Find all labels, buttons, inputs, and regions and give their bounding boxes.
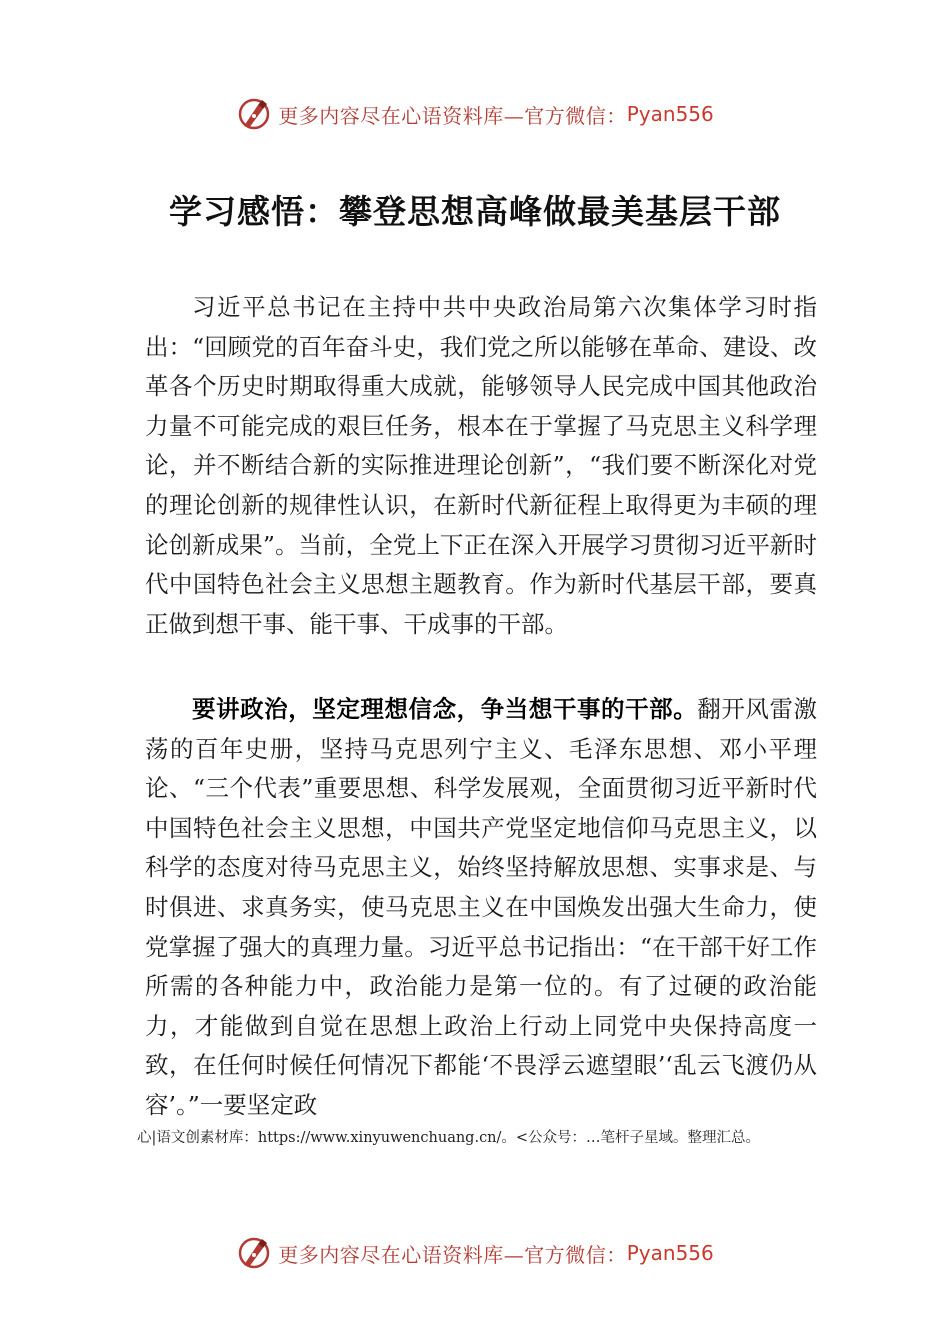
source-footnote: 心|语文创素材库：https://www.xinyuwenchuang.cn/。<公众号：…笔杆子星域。整理汇总。 [137, 1130, 761, 1146]
paragraph-text: 习近平总书记在主持中共中央政治局第六次集体学习时指出：“回顾党的百年奋斗史，我们党之所以能够在革命、建设、改革各个历史时期取得重大成就，能够领导人民完成中国其他政治力量不可能完成的艰巨任务，根本在于掌握了马克思主义科学理论，并不断结合新的实际推进理论创新”，“我们要不断深化对党的理论创新的规律性认识，在新时代新征程上取得更为丰硕的理论创新成果”。当前，全党上下正在深入开展学习贯彻习近平新时代中国特色社会主义思想主题教育。作为新时代基层干部，要真正做到想干事、能干事、干成事的干部。 [145, 293, 817, 638]
banner-wechat-id: Pyan556 [626, 1241, 714, 1265]
footer-banner [0, 1233, 950, 1273]
banner-text: 更多内容尽在心语资料库—官方微信： [278, 103, 627, 128]
pen-nib-logo-icon [236, 96, 272, 132]
body-paragraph-2 [145, 690, 817, 1126]
body-paragraph-1 [145, 288, 817, 644]
paragraph-body: 翻开风雷激荡的百年史册，坚持马克思列宁主义、毛泽东思想、邓小平理论、“三个代表”重要思想、科学发展观，全面贯彻习近平新时代中国特色社会主义思想，中国共产党坚定地信仰马克思主义，以科学的态度对待马克思主义，始终坚持解放思想、实事求是、与时俱进、求真务实，使马克思主义在中国焕发出强大生命力，使党掌握了强大的真理力量。习近平总书记指出：“在干部干好工作所需的各种能力中，政治能力是第一位的。有了过硬的政治能力，才能做到自觉在思想上政治上行动上同党中央保持高度一致，在任何时候任何情况下都能‘不畏浮云遮望眼’‘乱云飞渡仍从容’。”一要坚定政 [145, 695, 818, 1119]
paragraph-lead-heading: 要讲政治，坚定理想信念，争当想干事的干部。 [192, 695, 698, 723]
header-banner [0, 94, 950, 134]
pen-nib-logo-icon [236, 1235, 272, 1271]
page-title: 学习感悟：攀登思想高峰做最美基层干部 [169, 192, 781, 231]
banner-text: 更多内容尽在心语资料库—官方微信： [278, 1242, 627, 1267]
paragraph-text [145, 690, 817, 1126]
banner-wechat-id: Pyan556 [626, 102, 714, 126]
